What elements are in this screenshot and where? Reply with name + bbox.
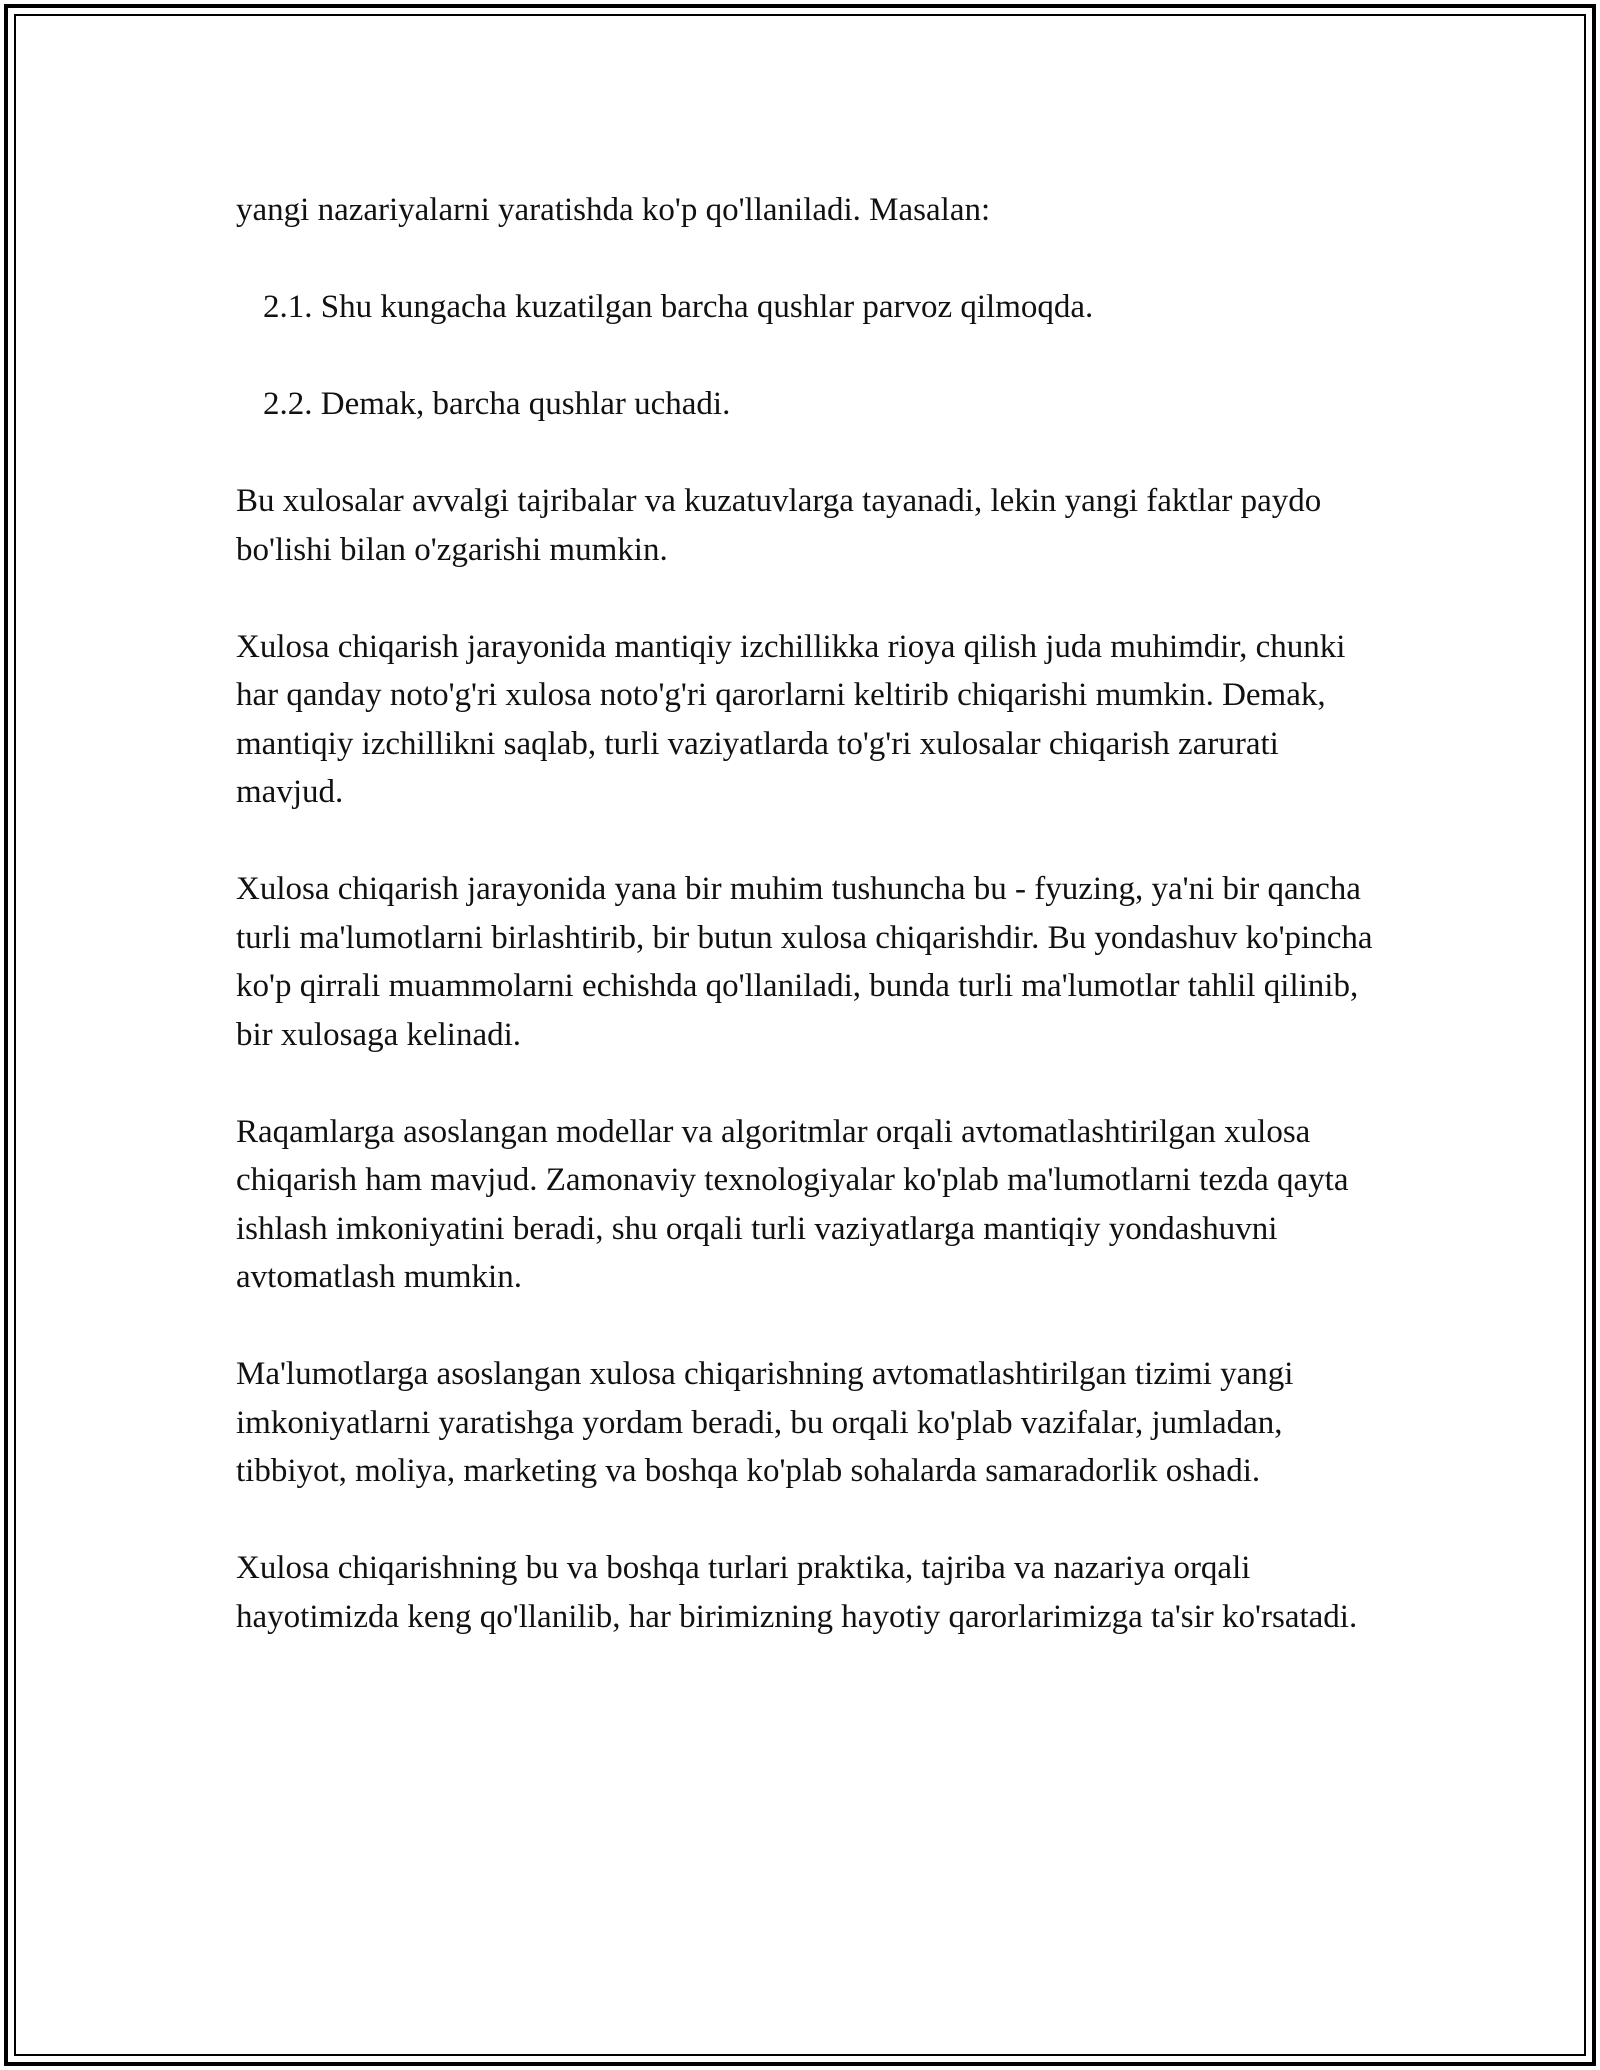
body-paragraph: Xulosa chiqarish jarayonida mantiqiy izchillikka rioya qilish juda muhimdir, chunki har qanday noto'g'ri xulosa noto'g'ri qarorlarni keltirib chiqarishi mumkin. Demak, mantiqiy izchillikni saqlab, turli vaziyatlarda to'g'ri xulosalar chiqarish zarurati mavjud. (236, 628, 1346, 810)
lead-paragraph: yangi nazariyalarni yaratishda ko'p qo'llaniladi. Masalan: (236, 192, 991, 228)
body-paragraph: Raqamlarga asoslangan modellar va algoritmlar orqali avtomatlashtirilgan xulosa chiqarish ham mavjud. Zamonaviy texnologiyalar ko'plab ma'lumotlarni tezda qayta ishlash imkoniyatini beradi, shu orqali turli vaziyatlarga mantiqiy yondashuvni avtomatlash mumkin. (236, 1113, 1349, 1295)
list-item: 2.2. Demak, barcha qushlar uchadi. (263, 386, 731, 422)
body-paragraph: Xulosa chiqarish jarayonida yana bir muhim tushuncha bu - fyuzing, ya'ni bir qancha turli ma'lumotlarni birlashtirib, bir butun xulosa chiqarishdir. Bu yondashuv ko'pincha ko'p qirrali muammolarni echishda qo'llaniladi, bunda turli ma'lumotlar tahlil qilinib, bir xulosaga kelinadi. (236, 871, 1373, 1053)
body-paragraph: Ma'lumotlarga asoslangan xulosa chiqarishning avtomatlashtirilgan tizimi yangi imkoniyatlarni yaratishga yordam beradi, bu orqali ko'plab vazifalar, jumladan, tibbiyot, moliya, marketing va boshqa ko'plab sohalarda samaradorlik oshadi. (236, 1356, 1294, 1489)
body-paragraph: Bu xulosalar avvalgi tajribalar va kuzatuvlarga tayanadi, lekin yangi faktlar paydo bo'lishi bilan o'zgarishi mumkin. (236, 483, 1322, 568)
body-paragraph: Xulosa chiqarishning bu va boshqa turlari praktika, tajriba va nazariya orqali hayotimizda keng qo'llanilib, har birimizning hayotiy qarorlarimizga ta'sir ko'rsatadi. (236, 1550, 1358, 1635)
document-body (236, 186, 1386, 1641)
list-item: 2.1. Shu kungacha kuzatilgan barcha qushlar parvoz qilmoqda. (263, 289, 1094, 325)
